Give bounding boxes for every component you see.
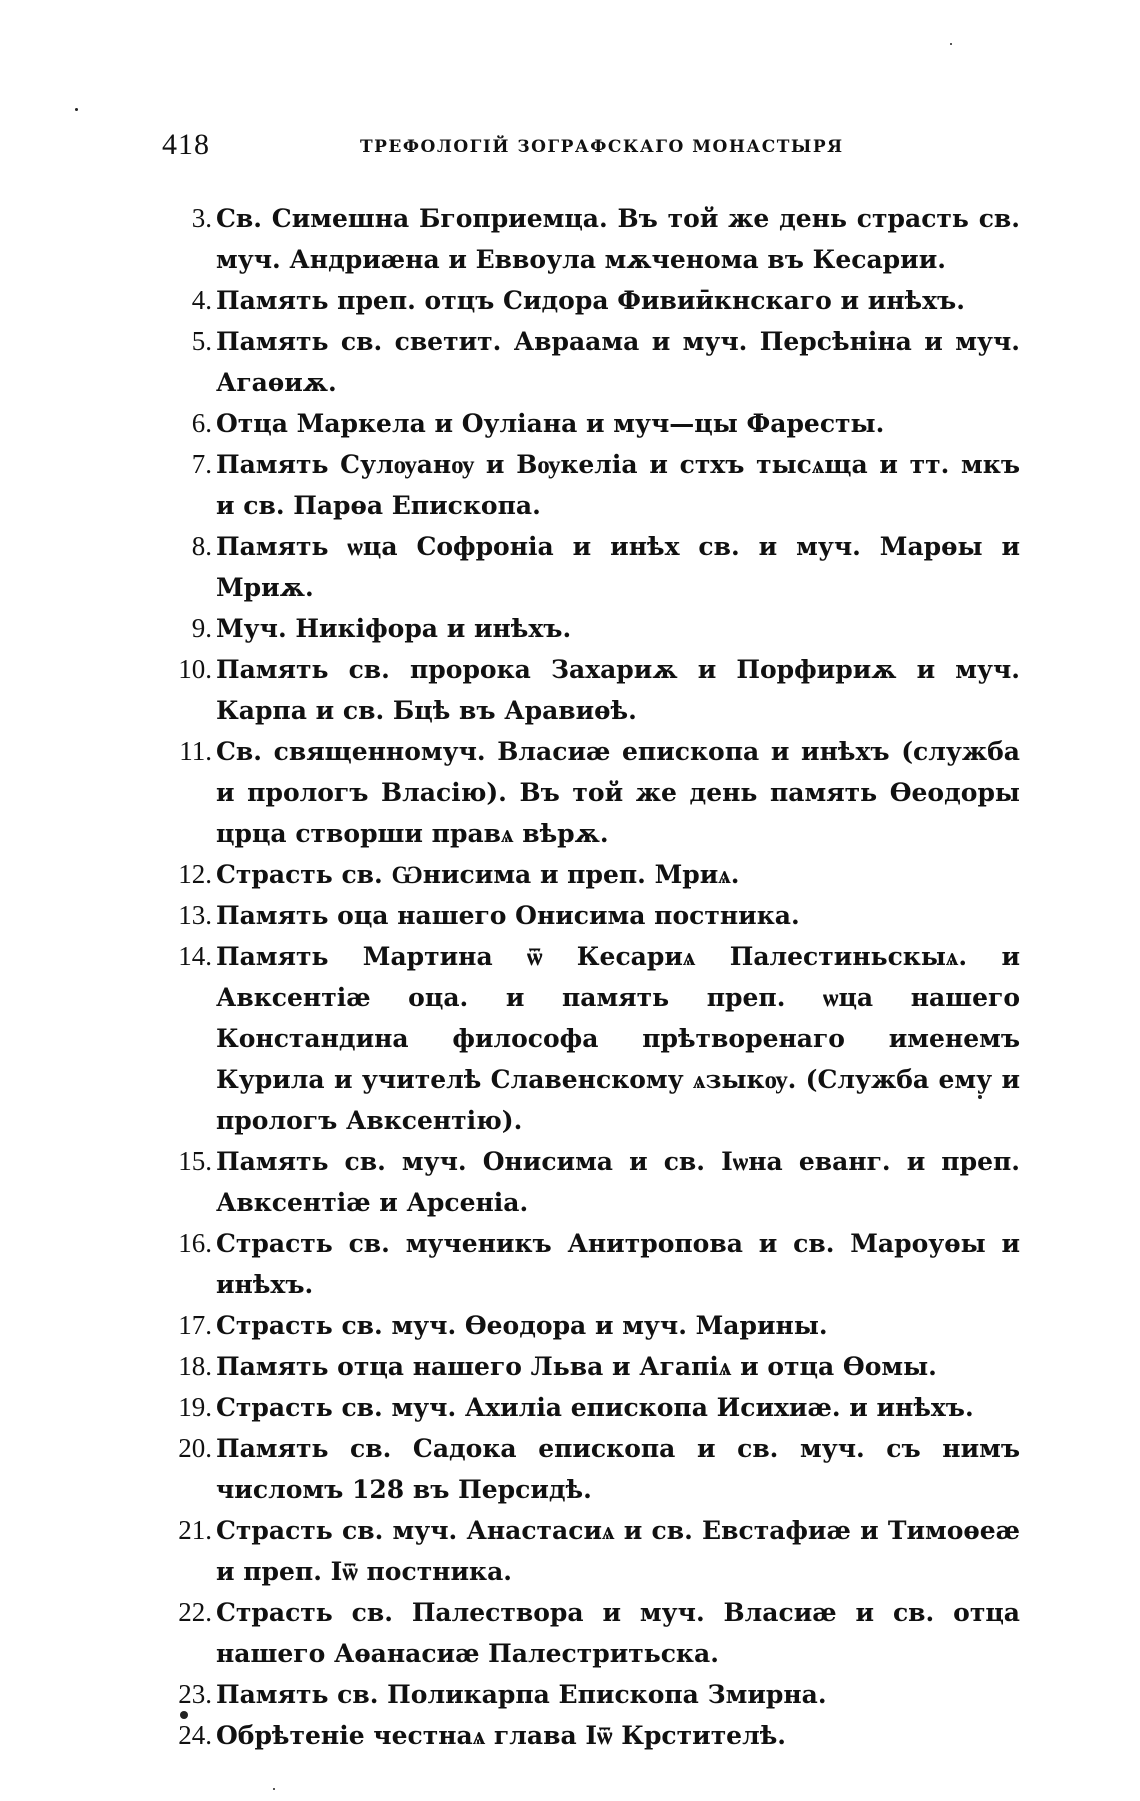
list-item <box>160 1715 1020 1756</box>
entry-text: Память св. Поликарпа Епископа Змирна. <box>216 1680 827 1709</box>
entry-text: Память Мартина ѿ Кесариѧ Палестиньскыѧ. и Авксентіӕ оца. и память преп. ѡца нашего Констандина философа прѣтворенаго именемъ Курила и учителѣ Славенскому ѧзыкѹ. (Служба ему и прологъ Авксентію). <box>216 942 1020 1135</box>
entry-number: 17. <box>178 1310 212 1340</box>
list-item <box>160 1592 1020 1674</box>
list-item <box>160 895 1020 936</box>
entry-number: 20. <box>178 1433 212 1463</box>
entry-number: 21. <box>178 1515 212 1545</box>
entry-number: 14. <box>178 941 212 971</box>
scan-speck <box>180 1711 188 1719</box>
list-item <box>160 649 1020 731</box>
entry-text: Память оца нашего Онисима постника. <box>216 901 800 930</box>
entry-text: Память Сулѹанѹ и Вѹкеліа и стхъ тысѧща и тт. мкъ и св. Парѳа Епископа. <box>216 450 1020 520</box>
scan-speck <box>273 1788 275 1790</box>
entry-text: Отца Маркела и Оуліана и муч—цы Фаресты. <box>216 409 885 438</box>
list-item <box>160 403 1020 444</box>
entry-number: 4. <box>191 285 212 315</box>
list-item <box>160 731 1020 854</box>
entry-text: Память преп. отцъ Сидора Фивиӣкнскаго и инѣхъ. <box>216 286 965 315</box>
list-item <box>160 854 1020 895</box>
entry-number: 12. <box>178 859 212 889</box>
list-item <box>160 1305 1020 1346</box>
entry-number: 23. <box>178 1679 212 1709</box>
scan-speck <box>978 1095 982 1099</box>
list-item <box>160 198 1020 280</box>
list-item <box>160 1141 1020 1223</box>
entry-text: Страсть св. мученикъ Анитропова и св. Мароуѳы и инѣхъ. <box>216 1229 1020 1299</box>
entry-number: 16. <box>178 1228 212 1258</box>
list-item <box>160 1510 1020 1592</box>
entry-text: Страсть св. муч. Анастасиѧ и св. Евстафиӕ и Тимоѳеӕ и преп. Іѿ постника. <box>216 1516 1020 1586</box>
list-item <box>160 321 1020 403</box>
entry-text: Память ѡца Софроніа и инѣх св. и муч. Марѳы и Мриѫ. <box>216 532 1020 602</box>
entry-number: 19. <box>178 1392 212 1422</box>
list-item <box>160 1346 1020 1387</box>
scan-speck <box>75 108 78 111</box>
entry-number: 5. <box>191 326 212 356</box>
entry-number: 9. <box>191 613 212 643</box>
list-item <box>160 526 1020 608</box>
entry-text: Муч. Никіфора и инѣхъ. <box>216 614 572 643</box>
page-header <box>162 128 1012 168</box>
list-item <box>160 280 1020 321</box>
list-item <box>160 1428 1020 1510</box>
entry-text: Страсть св. муч. Ахиліа епископа Исихиӕ. и инѣхъ. <box>216 1393 974 1422</box>
entry-number: 15. <box>178 1146 212 1176</box>
entry-text: Память св. муч. Онисима и св. Іѡна еванг. и преп. Авксентіӕ и Арсеніа. <box>216 1147 1020 1217</box>
entry-number: 10. <box>178 654 212 684</box>
entry-text: Память св. Садока епископа и св. муч. съ нимъ числомъ 128 въ Персидѣ. <box>216 1434 1020 1504</box>
list-item <box>160 1387 1020 1428</box>
entry-text: Св. священномуч. Власиӕ епископа и инѣхъ (служба и прологъ Власію). Въ той же день память Ѳеодоры црца створши правѧ вѣрѫ. <box>216 737 1020 848</box>
list-item <box>160 1674 1020 1715</box>
entry-number: 11. <box>179 736 212 766</box>
entry-number: 6. <box>191 408 212 438</box>
entry-number: 8. <box>191 531 212 561</box>
scan-speck <box>950 43 952 45</box>
entry-number: 18. <box>178 1351 212 1381</box>
entry-text: Страсть св. муч. Ѳеодора и муч. Марины. <box>216 1311 828 1340</box>
list-item <box>160 444 1020 526</box>
entry-text: Память св. пророка Захариѫ и Порфириѫ и муч. Карпа и св. Бцѣ въ Аравиѳѣ. <box>216 655 1020 725</box>
list-item <box>160 936 1020 1141</box>
entry-text: Память св. светит. Авраама и муч. Персѣніна и муч. Агаѳиѫ. <box>216 327 1020 397</box>
entry-text: Память отца нашего Льва и Агапіѧ и отца Ѳомы. <box>216 1352 937 1381</box>
entry-text: Обрѣтеніе честнаѧ глава Іѿ Крстителѣ. <box>216 1721 786 1750</box>
running-title: ТРЕФОЛОГІЙ ЗОГРАФСКАГО МОНАСТЫРЯ <box>360 137 844 157</box>
entry-number: 24. <box>178 1720 212 1750</box>
list-item <box>160 608 1020 649</box>
page-number: 418 <box>162 128 210 161</box>
entry-number: 22. <box>178 1597 212 1627</box>
calendar-entries <box>160 198 1020 1756</box>
entry-text: Страсть св. Ѡнисима и преп. Мриѧ. <box>216 860 740 889</box>
entry-text: Св. Симешна Бгоприемца. Въ той же день страсть св. муч. Андриӕна и Еввоула мѫченома въ Кесарии. <box>216 204 1020 274</box>
entry-number: 7. <box>191 449 212 479</box>
entry-number: 13. <box>178 900 212 930</box>
entry-number: 3. <box>191 203 212 233</box>
entry-text: Страсть св. Палествора и муч. Власиӕ и св. отца нашего Аѳанасиӕ Палестритьска. <box>216 1598 1020 1668</box>
list-item <box>160 1223 1020 1305</box>
